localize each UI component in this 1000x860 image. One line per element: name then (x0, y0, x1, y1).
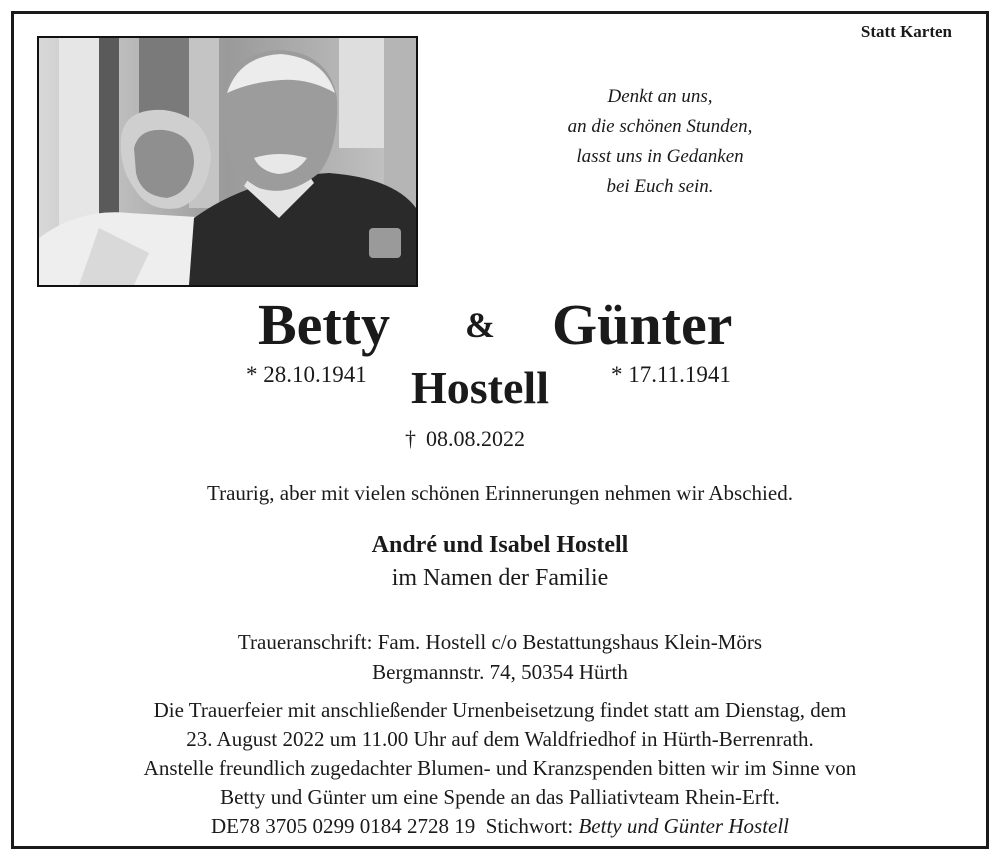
cross-icon: † (405, 426, 416, 451)
donation-account-line (0, 812, 1000, 841)
death-date-line (405, 424, 525, 454)
ceremony-line: Anstelle freundlich zugedachter Blumen- und Kranzspenden bitten wir im Sinne von (143, 756, 857, 780)
iban-text: DE78 3705 0299 0184 2728 19 Stichwort: (210, 814, 579, 838)
address-line: Traueranschrift: Fam. Hostell c/o Bestattungshaus Klein-Mörs (237, 630, 763, 654)
birth-date-right: * 17.11.1941 (611, 362, 731, 387)
mourners-subtitle: im Namen der Familie (391, 565, 609, 591)
address-line: Bergmannstr. 74, 50354 Hürth (372, 660, 628, 684)
couple-photo (37, 36, 418, 287)
poem-line: bei Euch sein. (606, 176, 714, 197)
mourners-name: André und Isabel Hostell (371, 532, 629, 558)
ceremony-line: Die Trauerfeier mit anschließender Urnenbeisetzung findet statt am Dienstag, dem (153, 698, 847, 722)
poem-line: Denkt an uns, (607, 86, 713, 107)
donation-keyword: Betty und Günter Hostell (578, 814, 790, 838)
ampersand: & (465, 305, 495, 345)
ceremony-line: Betty und Günter um eine Spende an das Palliativteam Rhein-Erft. (220, 785, 780, 809)
header-note: Statt Karten (860, 22, 952, 41)
farewell-text: Traurig, aber mit vielen schönen Erinnerungen nehmen wir Abschied. (207, 481, 793, 505)
memorial-poem (520, 82, 800, 202)
ceremony-line: 23. August 2022 um 11.00 Uhr auf dem Waldfriedhof in Hürth-Berrenrath. (186, 727, 814, 751)
poem-line: lasst uns in Gedanken (576, 146, 744, 167)
poem-line: an die schönen Stunden, (567, 116, 753, 137)
birth-date-left: * 28.10.1941 (246, 362, 367, 387)
death-date: 08.08.2022 (426, 426, 525, 451)
surname: Hostell (411, 362, 549, 413)
first-name-right: Günter (552, 292, 733, 357)
first-name-left: Betty (258, 292, 391, 357)
